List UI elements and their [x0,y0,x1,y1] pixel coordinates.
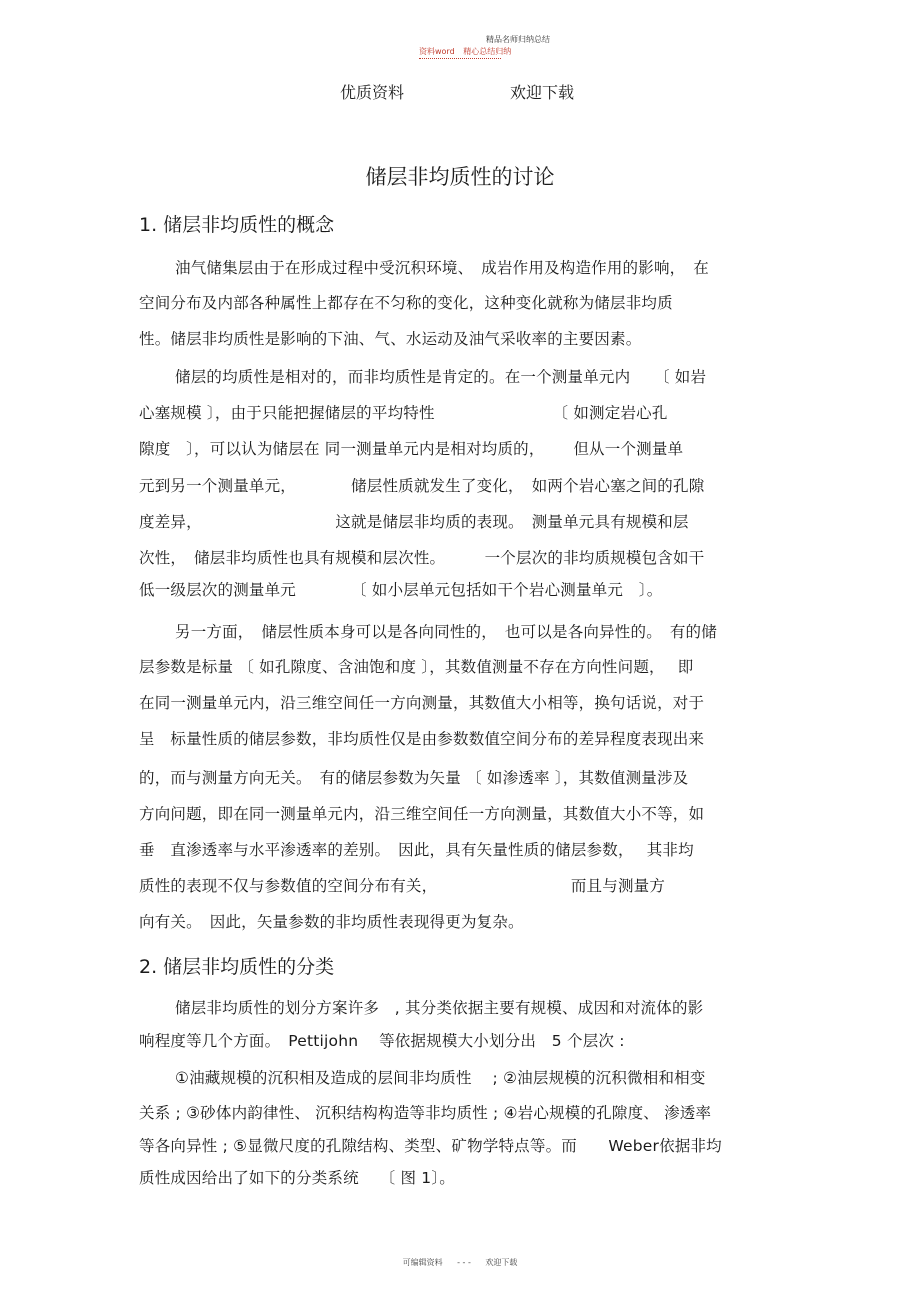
footer-left: 可编辑资料 [402,1258,443,1267]
banner-right: 欢迎下载 [510,83,575,102]
text-line: 呈 标量性质的储层参数，非均质性仅是由参数数值空间分布的差异程度表现出来 [139,730,705,748]
header-red-left: 资料word [419,47,455,56]
text-line: 响程度等几个方面。 Pettijohn 等依据规模大小划分出 5 个层次 : [139,1032,625,1050]
text-line: 油气储集层由于在形成过程中受沉积环境、 成岩作用及构造作用的影响， 在 [175,259,710,277]
text-line: 元到另一个测量单元， 储层性质就发生了变化， 如两个岩心塞之间的孔隙 [139,477,705,495]
text-line: 另一方面， 储层性质本身可以是各向同性的， 也可以是各向异性的。 有的储 [175,623,717,641]
page-footer [0,1257,920,1268]
text-line: 等各向异性 ; ⑤显微尺度的孔隙结构、类型、矿物学特点等。而 Weber依据非均 [139,1137,722,1155]
footer-dashes: - - - [457,1258,471,1267]
section-heading: 1. 储层非均质性的概念 [139,214,335,236]
footer-right: 欢迎下载 [485,1258,518,1267]
text-line: 在同一测量单元内，沿三维空间任一方向测量，其数值大小相等，换句话说，对于 [139,694,705,712]
text-line: 度差异， 这就是储层非均质的表现。 测量单元具有规模和层 [139,513,689,531]
text-line: 储层的均质性是相对的，而非均质性是肯定的。在一个测量单元内 〔 如岩 [175,368,707,386]
text-line: 心塞规模 〕，由于只能把握储层的平均特性 〔 如测定岩心孔 [139,404,668,422]
text-line: 储层非均质性的划分方案许多 , 其分类依据主要有规模、成因和对流体的影 [175,999,704,1017]
text-line: 空间分布及内部各种属性上都存在不匀称的变化，这种变化就称为储层非均质 [139,294,673,312]
header-red-right: 精心总结归纳 [463,47,512,56]
section-heading: 2. 储层非均质性的分类 [139,956,335,978]
header-red-line [419,46,517,57]
text-line: 隙度 〕，可以认为储层在 同一测量单元内是相对均质的， 但从一个测量单 [139,440,684,458]
text-line: 质性的表现不仅与参数值的空间分布有关， 而且与测量方 [139,877,666,895]
text-line: 层参数是标量 〔 如孔隙度、含油饱和度 〕，其数值测量不存在方向性问题， 即 [139,658,694,676]
header-dotted-divider [419,58,501,59]
text-line: 方向问题，即在同一测量单元内，沿三维空间任一方向测量，其数值大小不等，如 [139,805,705,823]
text-line: 垂 直渗透率与水平渗透率的差别。 因此，具有矢量性质的储层参数， 其非均 [139,841,694,859]
header-top-text: 精品名师归纳总结 [486,35,550,44]
text-line: 的，而与测量方向无关。 有的储层参数为矢量 〔 如渗透率 〕，其数值测量涉及 [139,769,689,787]
text-line: 次性， 储层非均质性也具有规模和层次性。 一个层次的非均质规模包含如干 [139,549,705,567]
banner-left: 优质资料 [340,83,405,102]
text-line: 向有关。 因此，矢量参数的非均质性表现得更为复杂。 [139,913,524,931]
text-line: ①油藏规模的沉积相及造成的层间非均质性 ; ②油层规模的沉积微相和相变 [175,1069,706,1087]
text-line: 关系 ; ③砂体内韵律性、 沉积结构构造等非均质性 ; ④岩心规模的孔隙度、 渗透率 [139,1104,712,1122]
text-line: 质性成因给出了如下的分类系统 〔 图 1〕。 [139,1169,455,1187]
page-title: 储层非均质性的讨论 [365,165,555,189]
text-line: 性。储层非均质性是影响的下油、气、水运动及油气采收率的主要因素。 [139,330,642,348]
text-line: 低一级层次的测量单元 〔 如小层单元包括如干个岩心测量单元 〕。 [139,581,663,599]
